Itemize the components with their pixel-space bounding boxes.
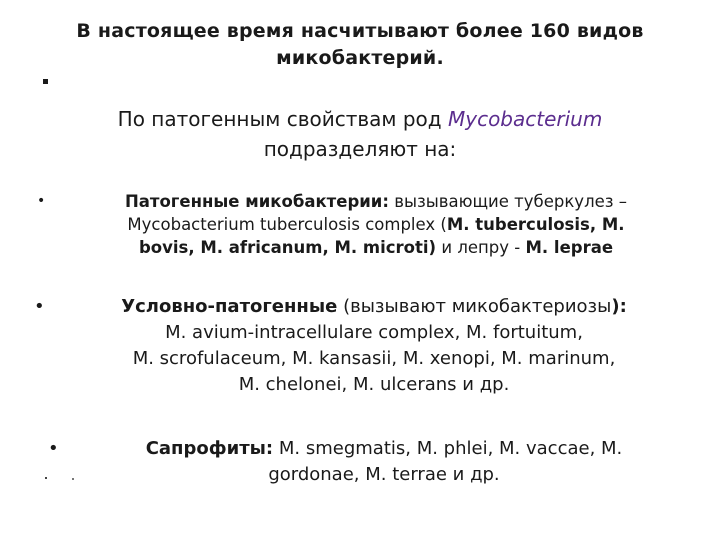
item2-label: Условно-патогенные bbox=[121, 296, 338, 317]
item3-line-1: Сапрофиты: M. smegmatis, M. phlei, M. vaccae, M. bbox=[145, 438, 623, 459]
item1-line-2: Mycobacterium tuberculosis complex (M. tuberculosis, M. bbox=[127, 215, 625, 234]
stray-dot-small-1 bbox=[45, 477, 47, 479]
item2-line-3: M. scrofulaceum, M. kansasii, M. xenopi, M. marinum, bbox=[132, 348, 616, 369]
item2-line-1: Условно-патогенные (вызывают микобактериозы): bbox=[121, 296, 627, 317]
item3-line-2: gordonae, M. terrae и др. bbox=[268, 464, 500, 485]
bullet-3: • bbox=[48, 438, 59, 459]
item1-line-3: bovis, M. africanum, M. microti) и лепру - M. leprae bbox=[138, 238, 614, 257]
item2-line-4: M. chelonei, M. ulcerans и др. bbox=[238, 374, 510, 395]
bullet-2: • bbox=[34, 296, 45, 317]
intro-line-1 bbox=[40, 104, 680, 134]
item1-label: Патогенные микобактерии: bbox=[124, 192, 389, 211]
item1-line-1: Патогенные микобактерии: вызывающие туберкулез – bbox=[124, 192, 628, 211]
intro-text bbox=[40, 104, 680, 164]
title-line-1: В настоящее время насчитывают более 160 видов bbox=[76, 20, 644, 42]
genus-name: Mycobacterium bbox=[447, 107, 603, 131]
item3-label: Сапрофиты: bbox=[145, 438, 274, 459]
bullet-1: • bbox=[37, 193, 46, 209]
intro-line-2: подразделяют на: bbox=[263, 137, 457, 161]
stray-dot-small-2 bbox=[72, 478, 74, 480]
title-line-2: микобактерий. bbox=[276, 47, 444, 69]
stray-bullet-dot bbox=[43, 79, 48, 84]
list-item-saprophytes bbox=[74, 436, 694, 488]
page-title bbox=[20, 18, 700, 72]
list-item-pathogenic bbox=[66, 190, 686, 259]
intro-text-before: По патогенным свойствам род bbox=[117, 107, 448, 131]
item2-line-2: M. avium-intracellulare complex, M. fortuitum, bbox=[165, 322, 583, 343]
list-item-opportunistic bbox=[60, 294, 688, 398]
